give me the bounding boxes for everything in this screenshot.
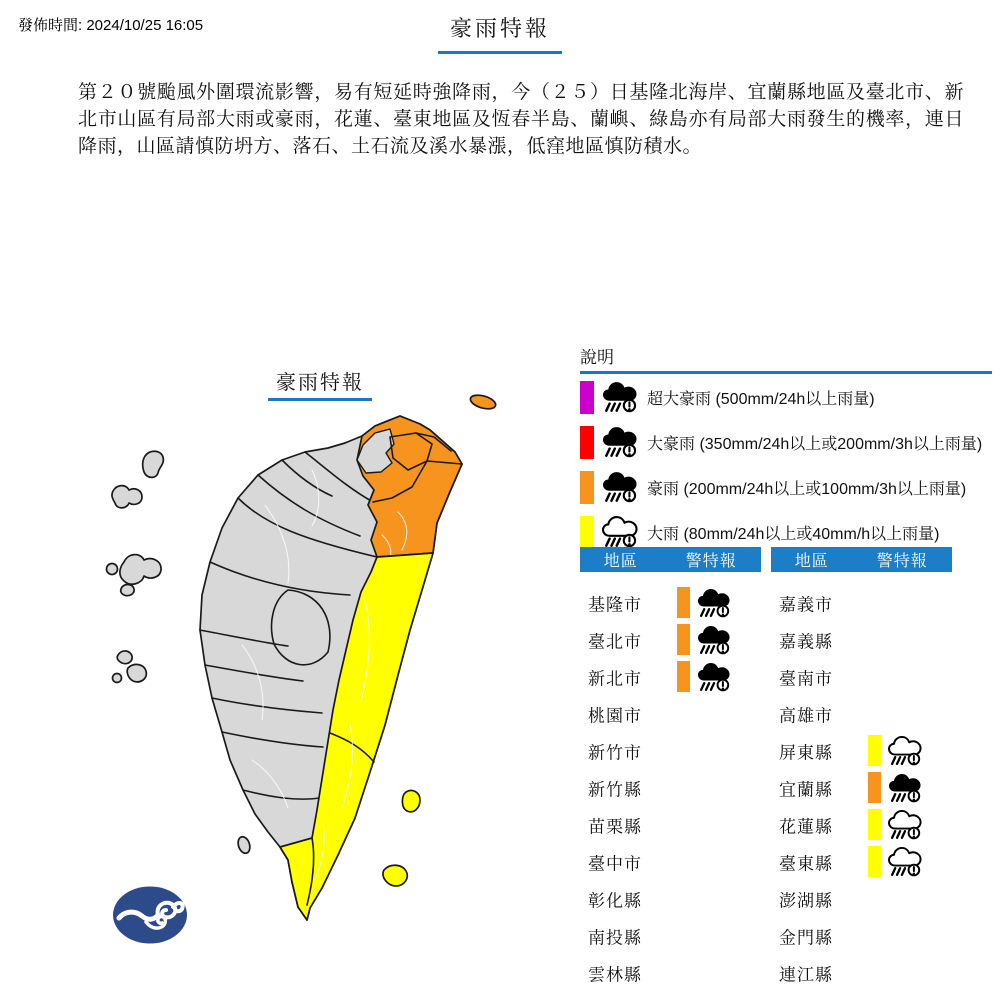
warning-weather-icon-wrap — [887, 846, 923, 878]
cloud-rain-filled-icon — [601, 380, 639, 414]
warning-weather-icon-wrap — [696, 624, 732, 656]
table-row — [580, 732, 761, 769]
column-header-region: 地區 — [794, 553, 829, 570]
warning-cell — [677, 621, 732, 658]
table-row — [771, 917, 952, 954]
region-name: 雲林縣 — [588, 965, 642, 984]
page-title-wrap — [0, 12, 1000, 54]
column-header-warning: 警特報 — [876, 553, 928, 570]
region-name: 臺中市 — [588, 854, 642, 873]
table-row — [580, 769, 761, 806]
region-name: 桃園市 — [588, 706, 642, 725]
region-name: 澎湖縣 — [779, 891, 833, 910]
legend-item — [580, 380, 992, 414]
warning-weather-icon-wrap — [696, 587, 732, 619]
matsu-islands-north — [143, 451, 164, 477]
cloud-rain-filled-icon — [696, 587, 732, 619]
table-row — [580, 695, 761, 732]
table-row — [771, 732, 952, 769]
region-name: 基隆市 — [588, 595, 642, 614]
cloud-rain-outline-icon — [601, 515, 639, 549]
region-name: 彰化縣 — [588, 891, 642, 910]
legend-weather-icon-wrap — [601, 425, 639, 459]
table-header — [580, 547, 761, 572]
penghu-islands — [120, 555, 161, 585]
legend-item — [580, 425, 992, 459]
legend-color-swatch — [580, 471, 594, 504]
legend-title: 說明 — [580, 348, 614, 367]
cloud-rain-filled-icon — [601, 425, 639, 459]
legend-weather-icon-wrap — [601, 515, 639, 549]
map-area — [60, 340, 560, 1000]
cloud-rain-outline-icon — [887, 846, 923, 878]
table-row — [580, 621, 761, 658]
warning-cell — [868, 843, 923, 880]
cloud-rain-filled-icon — [601, 470, 639, 504]
warning-cell — [868, 769, 923, 806]
table-row — [771, 880, 952, 917]
legend-item-label: 豪雨 (200mm/24h以上或100mm/3h以上雨量) — [647, 480, 967, 498]
table-row — [580, 917, 761, 954]
legend-weather-icon-wrap — [601, 470, 639, 504]
matsu-islands-south — [112, 486, 142, 508]
kinmen-islet-north — [117, 651, 132, 664]
cloud-rain-filled-icon — [696, 624, 732, 656]
page-title: 豪雨特報 — [438, 12, 562, 54]
warning-color-swatch — [868, 735, 881, 766]
map-title: 豪雨特報 — [268, 366, 372, 401]
region-name: 臺東縣 — [779, 854, 833, 873]
orchid-island — [383, 865, 407, 886]
xiaoliuqiu-island — [236, 835, 252, 855]
region-name: 臺南市 — [779, 669, 833, 688]
warning-cell — [868, 806, 923, 843]
column-header-region: 地區 — [603, 553, 638, 570]
region-name: 嘉義市 — [779, 595, 833, 614]
column-header-warning: 警特報 — [685, 553, 737, 570]
kinmen-islet-west — [113, 674, 122, 683]
legend — [580, 343, 992, 549]
guishan-island — [469, 393, 497, 412]
legend-item — [580, 515, 992, 549]
region-name: 嘉義縣 — [779, 632, 833, 651]
legend-color-swatch — [580, 426, 594, 459]
region-name: 苗栗縣 — [588, 817, 642, 836]
warning-color-swatch — [677, 587, 690, 618]
warning-weather-icon-wrap — [887, 772, 923, 804]
warning-cell — [868, 732, 923, 769]
cloud-rain-outline-icon — [887, 809, 923, 841]
region-name: 臺北市 — [588, 632, 642, 651]
green-island — [402, 790, 420, 811]
table-row — [771, 621, 952, 658]
table-body — [771, 584, 952, 991]
region-name: 屏東縣 — [779, 743, 833, 762]
table-header — [771, 547, 952, 572]
legend-color-swatch — [580, 381, 594, 414]
warning-weather-icon-wrap — [887, 735, 923, 767]
legend-color-swatch — [580, 516, 594, 549]
table-row — [771, 695, 952, 732]
warning-color-swatch — [677, 624, 690, 655]
table-row — [580, 843, 761, 880]
legend-rows — [580, 380, 992, 549]
kinmen-island — [127, 664, 146, 681]
cwa-logo-icon — [110, 885, 190, 947]
warning-weather-icon-wrap — [696, 661, 732, 693]
warning-cell — [677, 658, 732, 695]
region-name: 新竹縣 — [588, 780, 642, 799]
table-row — [580, 584, 761, 621]
penghu-islet-south — [121, 585, 134, 596]
warning-color-swatch — [677, 661, 690, 692]
region-name: 高雄市 — [779, 706, 833, 725]
warning-color-swatch — [868, 846, 881, 877]
warning-color-swatch — [868, 772, 881, 803]
warning-cell — [677, 584, 732, 621]
region-name: 金門縣 — [779, 928, 833, 947]
warning-color-swatch — [868, 809, 881, 840]
table-row — [771, 843, 952, 880]
legend-item-label: 大豪雨 (350mm/24h以上或200mm/3h以上雨量) — [647, 435, 983, 453]
region-name: 新竹市 — [588, 743, 642, 762]
region-name: 南投縣 — [588, 928, 642, 947]
penghu-islet — [107, 564, 118, 575]
legend-divider — [580, 371, 992, 374]
cloud-rain-filled-icon — [696, 661, 732, 693]
table-row — [580, 806, 761, 843]
region-name: 連江縣 — [779, 965, 833, 984]
table-row — [771, 954, 952, 991]
table-row — [580, 880, 761, 917]
publish-time: 發佈時間: 2024/10/25 16:05 — [18, 17, 204, 34]
legend-weather-icon-wrap — [601, 380, 639, 414]
warning-table-right — [771, 547, 952, 991]
table-row — [580, 658, 761, 695]
legend-item-label: 超大豪雨 (500mm/24h以上雨量) — [647, 390, 875, 408]
table-row — [771, 806, 952, 843]
table-row — [580, 954, 761, 991]
cloud-rain-filled-icon — [887, 772, 923, 804]
region-name: 新北市 — [588, 669, 642, 688]
table-row — [771, 584, 952, 621]
legend-item — [580, 470, 992, 504]
table-row — [771, 658, 952, 695]
region-name: 宜蘭縣 — [779, 780, 833, 799]
cloud-rain-outline-icon — [887, 735, 923, 767]
table-body — [580, 584, 761, 991]
warning-table-left — [580, 547, 761, 991]
region-name: 花蓮縣 — [779, 817, 833, 836]
legend-item-label: 大雨 (80mm/24h以上或40mm/h以上雨量) — [647, 525, 940, 543]
table-row — [771, 769, 952, 806]
bulletin-text: 第２０號颱風外圍環流影響，易有短延時強降雨，今（２５）日基隆北海岸、宜蘭縣地區及臺北市、新北市山區有局部大雨或豪雨，花蓮、臺東地區及恆春半島、蘭嶼、綠島亦有局部大雨發生的機率，連日降雨，山區請慎防坍方、落石、土石流及溪水暴漲，低窪地區慎防積水。 — [78, 82, 964, 157]
warning-weather-icon-wrap — [887, 809, 923, 841]
